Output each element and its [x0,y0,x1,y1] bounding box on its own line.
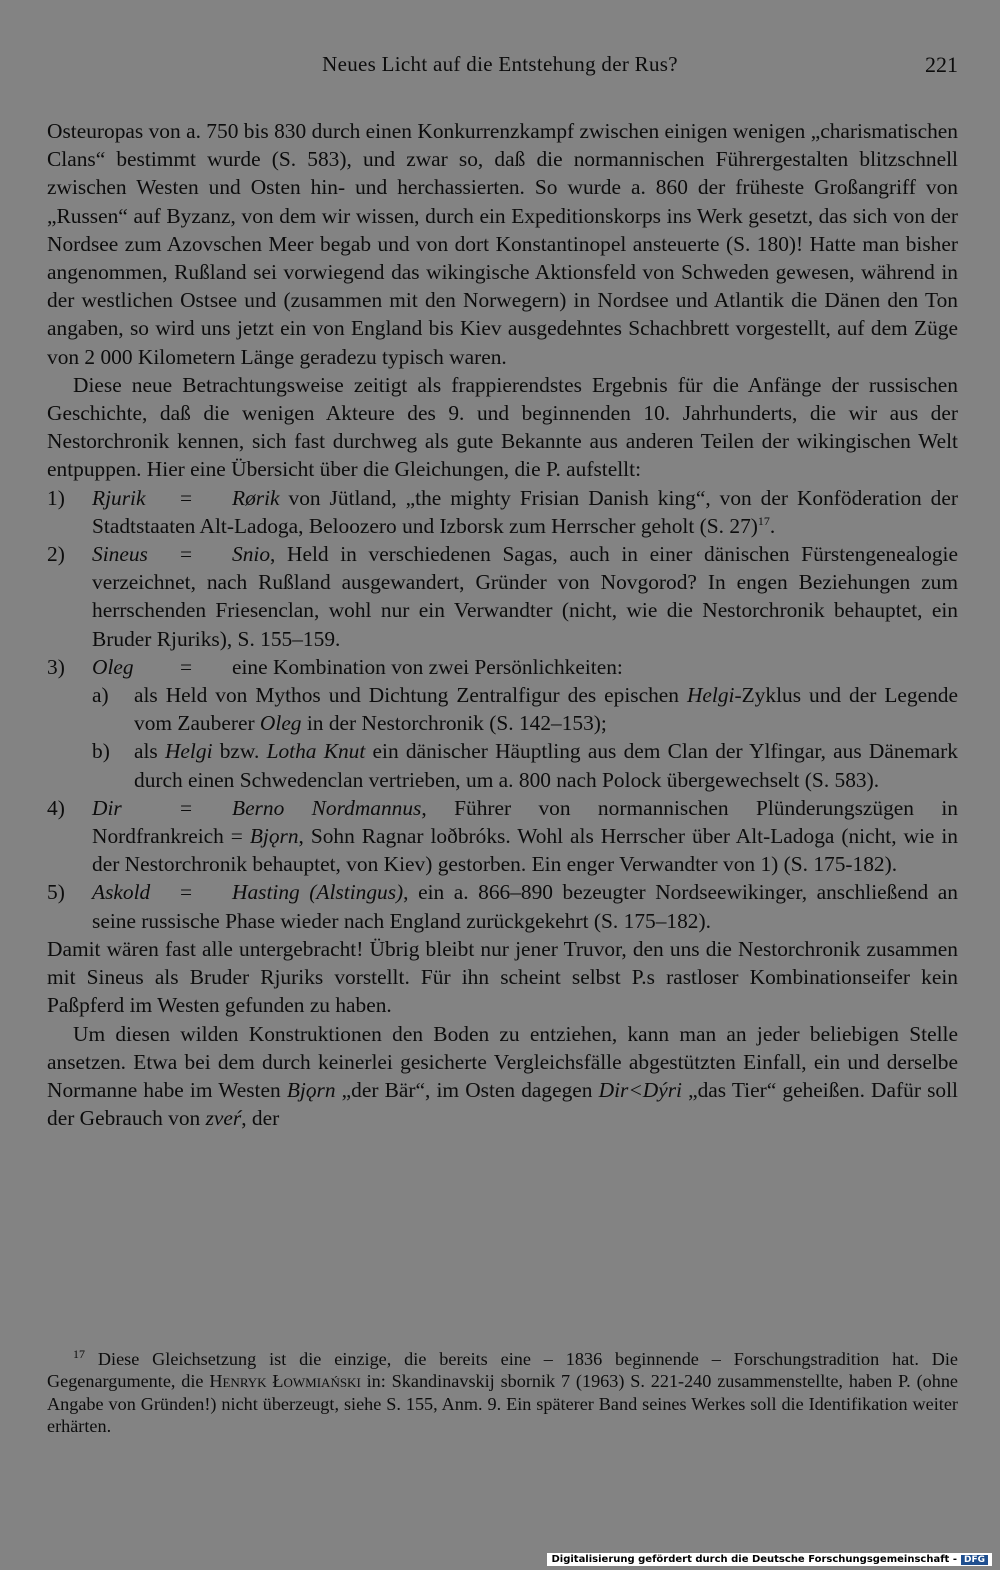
list-item [47,540,958,653]
text: „der Bär“, im Osten dagegen [335,1077,599,1102]
text: -Zyklus und der Legende vom Zauberer [134,683,958,736]
main-text [47,117,958,1132]
person-name: Dir [92,795,122,820]
list-number: 5) [47,880,65,905]
punctuation: . [769,513,776,538]
italic-name: Helgi [686,683,735,708]
paragraph: Damit wären fast alle untergebracht! Übrig bleibt nur jener Truvor, den uns die Nestorchronik zusammen mit Sineus als Bruder Rjuriks vorstellt. Für ihn scheint selbst P.s rastloser Kombinationseifer kein Paßpferd im Westen gefunden zu haben. [47,936,958,1018]
description: , Held in verschiedenen Sagas, auch in einer dänischen Fürstengenealogie verzeichnet, nach Rußland ausgewandert, Gründer von Novgorod? In engen Beziehungen zum herrschenden Friesenclan, wohl nur ein Verwandter (nicht, wie die Nestorchronik behauptet, ein Bruder Rjuriks), S. 155–159. [92,542,958,651]
text: , der [241,1106,280,1131]
italic-term: Bjǫrn [286,1077,336,1102]
sublist-letter: b) [92,739,110,764]
sublist-item [92,737,958,793]
list-item [47,794,958,879]
equals-sign: = [180,542,193,567]
matched-name: Rørik [232,485,280,510]
description: , ein a. 866–890 bezeugter Nordseewikinger, anschließend an seine russische Phase wieder nach England zurückgekehrt (S. 175–182). [92,880,958,933]
paragraph: Diese neue Betrachtungsweise zeitigt als frappierendstes Ergebnis für die Anfänge der russischen Geschichte, daß die wenigen Akteure des 9. und beginnenden 10. Jahrhunderts, die wir aus der Nestorchronik kennen, sich fast durchweg als gute Bekannte aus anderen Teilen der wikingischen Welt entpuppen. Hier eine Übersicht über die Gleichungen, die P. aufstellt: [47,372,958,482]
paragraph [47,1020,958,1133]
list-number: 3) [47,654,65,679]
matched-name: Bjǫrn [249,824,299,849]
list-content [92,653,958,794]
person-name: Sineus [92,542,148,567]
dfg-logo: DFG [961,1555,988,1565]
sublist-item [92,681,958,737]
list-content [92,540,958,653]
italic-term: zveŕ [205,1106,242,1131]
person-name: Oleg [92,654,134,679]
italic-term: Dir<Dýri [598,1077,682,1102]
text: in: Skandinavskij sbornik 7 (1963) S. 221-240 zusammenstellte, haben P. (ohne Angabe von Gründen!) nicht überzeugt, siehe S. 155, Anm. 9. Ein späterer Band seines Werkes soll die Identifikation weiter erhärten. [47,1371,958,1437]
italic-name: Lotha Knut [266,739,366,764]
italic-name: Helgi [164,739,213,764]
sublist-content [134,737,958,793]
credit-text: Digitalisierung gefördert durch die Deutsche Forschungsgemeinschaft - [551,1554,957,1565]
equals-sign: = [180,880,193,905]
text: als Held von Mythos und Dichtung Zentralfigur des epischen [134,683,687,708]
paragraph: Osteuropas von a. 750 bis 830 durch einen Konkurrenzkampf zwischen einigen wenigen „charismatischen Clans“ bestimmt wurde (S. 583), und zwar so, daß die normannischen Führergestalten blitzschnell zwischen Westen und Osten hin- und herchassierten. So wurde a. 860 der früheste Großangriff von „Russen“ auf Byzanz, von dem wir wissen, durch ein Expeditionskorps ins Werk gesetzt, das sich von der Nordsee zum Azovschen Meer begab und von dort Konstantinopel ansteuerte (S. 180)! Hatte man bisher angenommen, Rußland sei vorwiegend das wikingische Aktionsfeld von Schweden gewesen, während in der westlichen Ostsee und (zusammen mit den Norwegern) in Nordsee und Atlantik die Dänen den Ton angaben, so wird uns jetzt ein von England bis Kiev ausgedehntes Schachbrett vorgestellt, auf dem Züge von 2 000 Kilometern Länge geradezu typisch waren. [47,119,958,369]
equals-sign: = [180,485,193,510]
description: eine Kombination von zwei Persönlichkeiten: [232,654,623,679]
list-item [47,484,958,540]
list-content [92,878,958,934]
description: von Jütland, „the mighty Frisian Danish king“, von der Konföderation der Stadtstaaten Alt-Ladoga, Beloozero und Izborsk zum Herrscher geholt (S. 27) [92,485,958,538]
footnote-number: 17 [73,1346,85,1361]
text: als [134,739,165,764]
page-number: 221 [925,52,958,77]
text: bzw. [212,739,267,764]
author-name: Henryk Łowmiański [209,1371,361,1392]
footnote [47,1348,958,1438]
digitization-credit [547,1553,992,1566]
matched-name: Snio [232,542,271,567]
sublist-content [134,681,958,737]
footnote-text [47,1348,958,1438]
italic-name: Oleg [259,711,302,736]
matched-name: Hasting (Alstingus) [232,880,404,905]
sublist-letter: a) [92,683,109,708]
description: , Sohn Ragnar loðbróks. Wohl als Herrscher über Alt-Ladoga (nicht, wie in der Nestorchronik behauptet, von Kiev) gestorben. Ein enger Verwandter von 1) (S. 175-182). [92,824,958,877]
person-name: Rjurik [92,485,146,510]
list-number: 1) [47,485,65,510]
description: , Führer von normannischen Plünderungszügen in Nordfrankreich = [92,795,958,849]
list-number: 2) [47,542,65,567]
footnote-ref: 17 [757,513,770,528]
person-name: Askold [92,880,151,905]
list-content [92,794,958,879]
text: Um diesen wilden Konstruktionen den Boden zu entziehen, kann man an jeder beliebigen Stelle ansetzen. Etwa bei dem durch keinerlei gesicherte Vergleichsfälle abgestützten Einfall, ein und derselbe Normanne habe im Westen [47,1021,958,1102]
list-item [47,653,958,794]
matched-name: Berno Nordmannus [232,795,422,820]
text: „das Tier“ geheißen. Dafür soll der Gebrauch von [47,1077,958,1131]
list-number: 4) [47,795,65,820]
equals-sign: = [180,654,193,679]
text: Diese Gleichsetzung ist die einzige, die bereits eine – 1836 beginnende – Forschungstradition hat. Die Gegenargumente, die [47,1349,958,1392]
text: in der Nestorchronik (S. 142–153); [301,711,607,736]
equals-sign: = [180,795,193,820]
running-header: Neues Licht auf die Entstehung der Rus? [322,52,678,76]
text: ein dänischer Häuptling aus dem Clan der Ylfingar, aus Dänemark durch einen Schwedenclan vertrieben, um a. 800 nach Polock übergewechselt (S. 583). [134,739,958,792]
list-content [92,484,958,540]
list-item [47,878,958,934]
